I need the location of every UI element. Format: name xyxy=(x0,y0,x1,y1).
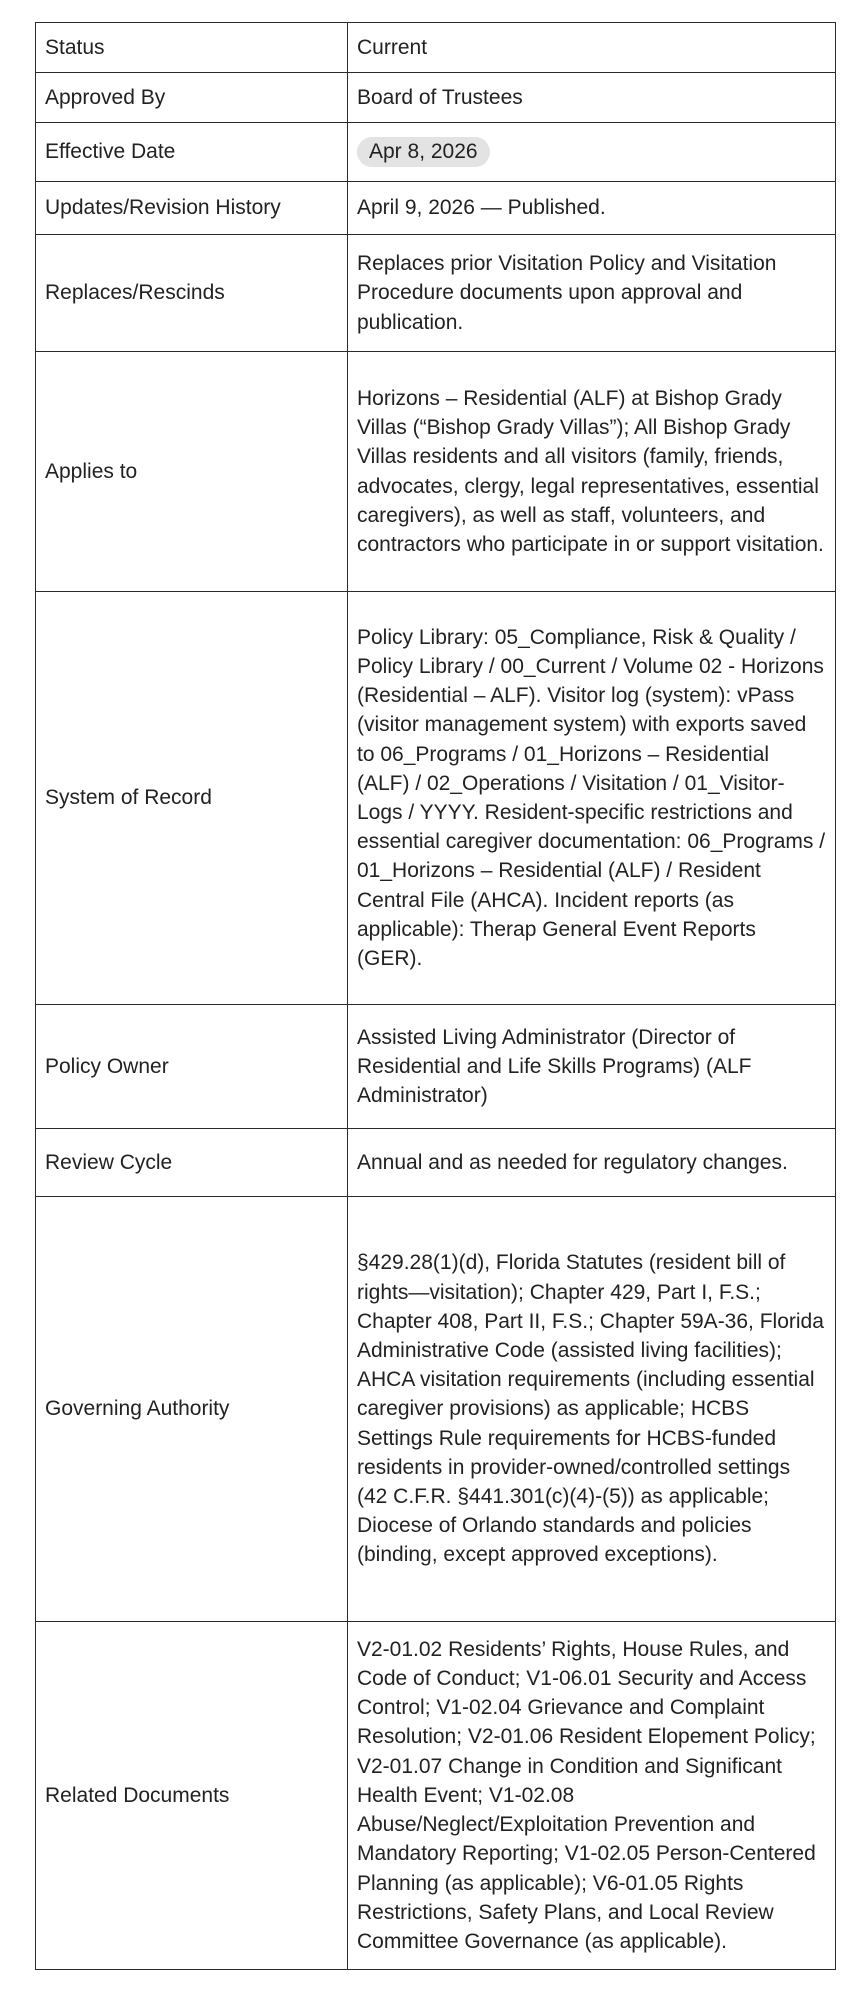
row-value-replaces: Replaces prior Visitation Policy and Visitation Procedure documents upon approval and publication. xyxy=(348,235,836,352)
row-label-related-documents: Related Documents xyxy=(36,1622,348,1970)
row-label-approved-by: Approved By xyxy=(36,73,348,123)
row-label-status: Status xyxy=(36,23,348,73)
table-row xyxy=(36,235,836,352)
effective-date-chip[interactable]: Apr 8, 2026 xyxy=(357,137,490,167)
table-row xyxy=(36,73,836,123)
row-value-effective-date xyxy=(348,123,836,182)
table-row xyxy=(36,123,836,182)
table-row xyxy=(36,1129,836,1197)
row-value-review-cycle: Annual and as needed for regulatory changes. xyxy=(348,1129,836,1197)
row-value-policy-owner: Assisted Living Administrator (Director of Residential and Life Skills Programs) (ALF Administrator) xyxy=(348,1005,836,1129)
policy-metadata-table xyxy=(35,22,836,1970)
table-row xyxy=(36,592,836,1005)
table-row xyxy=(36,1622,836,1970)
row-label-system-of-record: System of Record xyxy=(36,592,348,1005)
table-row xyxy=(36,352,836,592)
row-label-governing-authority: Governing Authority xyxy=(36,1197,348,1622)
row-label-review-cycle: Review Cycle xyxy=(36,1129,348,1197)
table-row xyxy=(36,1005,836,1129)
row-value-status: Current xyxy=(348,23,836,73)
row-value-revision-history: April 9, 2026 — Published. xyxy=(348,182,836,235)
row-label-effective-date: Effective Date xyxy=(36,123,348,182)
row-value-approved-by: Board of Trustees xyxy=(348,73,836,123)
row-value-governing-authority: §429.28(1)(d), Florida Statutes (resident bill of rights—visitation); Chapter 429, Part I, F.S.; Chapter 408, Part II, F.S.; Chapter 59A-36, Florida Administrative Code (assisted living facilities); AHCA visitation requirements (including essential caregiver provisions) as applicable; HCBS Settings Rule requirements for HCBS-funded residents in provider-owned/controlled settings (42 C.F.R. §441.301(c)(4)-(5)) as applicable; Diocese of Orlando standards and policies (binding, except approved exceptions). xyxy=(348,1197,836,1622)
row-value-applies-to: Horizons – Residential (ALF) at Bishop Grady Villas (“Bishop Grady Villas”); All Bishop Grady Villas residents and all visitors (family, friends, advocates, clergy, legal representatives, essential caregivers), as well as staff, volunteers, and contractors who participate in or support visitation. xyxy=(348,352,836,592)
table-row xyxy=(36,1197,836,1622)
row-value-system-of-record: Policy Library: 05_Compliance, Risk & Quality / Policy Library / 00_Current / Volume 02 - Horizons (Residential – ALF). Visitor log (system): vPass (visitor management system) with exports saved to 06_Programs / 01_Horizons – Residential (ALF) / 02_Operations / Visitation / 01_Visitor-Logs / YYYY. Resident-specific restrictions and essential caregiver documentation: 06_Programs / 01_Horizons – Residential (ALF) / Resident Central File (AHCA). Incident reports (as applicable): Therap General Event Reports (GER). xyxy=(348,592,836,1005)
row-label-replaces: Replaces/Rescinds xyxy=(36,235,348,352)
row-label-revision-history: Updates/Revision History xyxy=(36,182,348,235)
table-row xyxy=(36,23,836,73)
row-label-policy-owner: Policy Owner xyxy=(36,1005,348,1129)
row-label-applies-to: Applies to xyxy=(36,352,348,592)
row-value-related-documents: V2-01.02 Residents’ Rights, House Rules, and Code of Conduct; V1-06.01 Security and Access Control; V1-02.04 Grievance and Complaint Resolution; V2-01.06 Resident Elopement Policy; V2-01.07 Change in Condition and Significant Health Event; V1-02.08 Abuse/Neglect/Exploitation Prevention and Mandatory Reporting; V1-02.05 Person-Centered Planning (as applicable); V6-01.05 Rights Restrictions, Safety Plans, and Local Review Committee Governance (as applicable). xyxy=(348,1622,836,1970)
table-row xyxy=(36,182,836,235)
